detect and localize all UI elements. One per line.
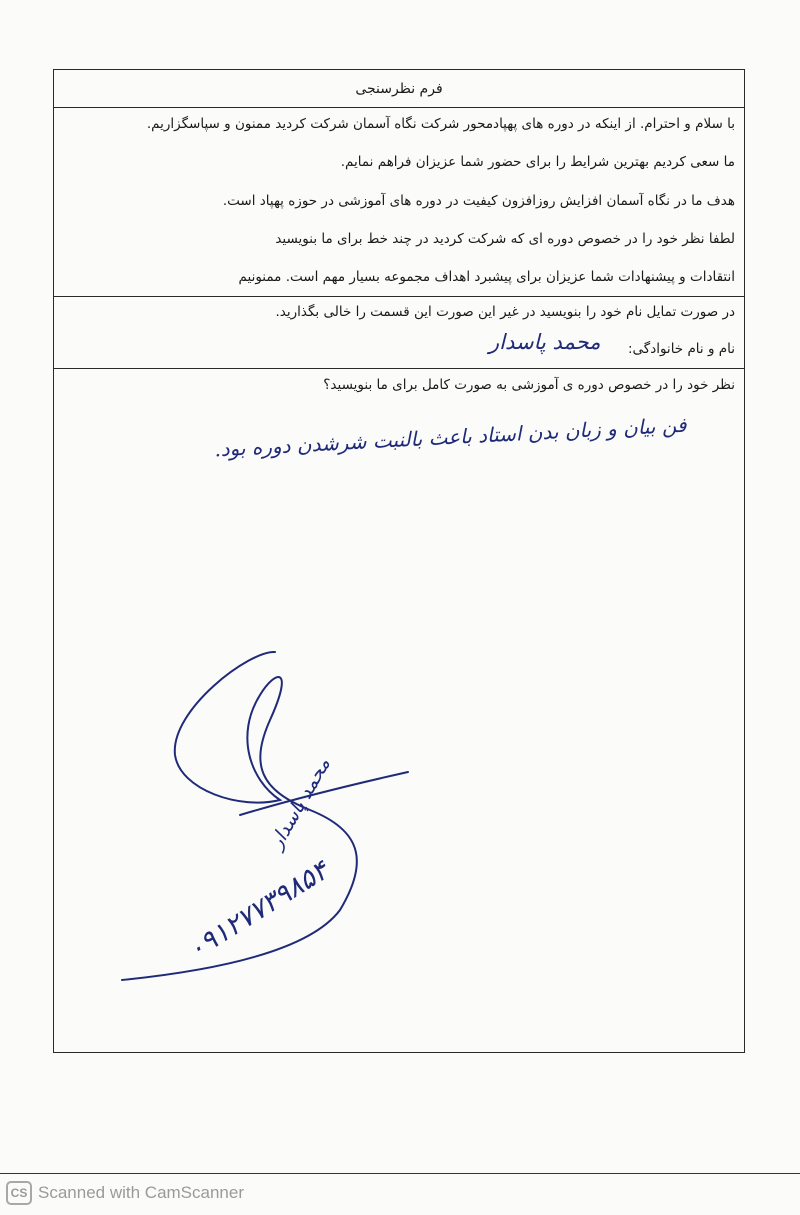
scanner-watermark-text: Scanned with CamScanner bbox=[38, 1183, 245, 1202]
signature-phone: ۰۹۱۲۷۷۳۹۸۵۴ bbox=[182, 855, 334, 966]
intro-section bbox=[54, 108, 744, 297]
scan-bottom-line bbox=[0, 1173, 800, 1174]
signature-block bbox=[110, 640, 430, 990]
intro-line-3: هدف ما در نگاه آسمان افزایش روزافزون کیفیت در دوره های آموزشی در حوزه پهپاد است. bbox=[222, 193, 735, 209]
name-instruction: در صورت تمایل نام خود را بنویسید در غیر این صورت این قسمت را خالی بگذارید. bbox=[275, 304, 735, 320]
camscanner-logo-icon: CS bbox=[6, 1181, 32, 1205]
intro-line-4: لطفا نظر خود را در خصوص دوره ای که شرکت کردید در چند خط برای ما بنویسید bbox=[275, 231, 735, 247]
handwritten-answer: فن بیان و زبان بدن استاد باعث بالنبت شرشدن دوره بود. bbox=[213, 412, 688, 462]
name-section bbox=[54, 297, 744, 369]
scanner-footer bbox=[6, 1181, 244, 1205]
opinion-prompt: نظر خود را در خصوص دوره ی آموزشی به صورت کامل برای ما بنویسید؟ bbox=[323, 377, 735, 393]
signature-name: محمد پاسدار bbox=[265, 754, 335, 853]
form-title: فرم نظرسنجی bbox=[355, 80, 443, 97]
handwritten-name: محمد پاسدار bbox=[489, 330, 601, 354]
intro-line-1: با سلام و احترام. از اینکه در دوره های پهپادمحور شرکت نگاه آسمان شرکت کردید ممنون و سپاسگزاریم. bbox=[146, 116, 735, 132]
signature-drawing bbox=[110, 640, 430, 990]
intro-line-2: ما سعی کردیم بهترین شرایط را برای حضور شما عزیزان فراهم نمایم. bbox=[340, 154, 735, 170]
form-title-row bbox=[54, 70, 744, 108]
name-label: نام و نام خانوادگی: bbox=[627, 341, 735, 357]
intro-line-5: انتقادات و پیشنهادات شما عزیزان برای پیشبرد اهداف مجموعه بسیار مهم است. ممنونیم bbox=[238, 269, 735, 285]
